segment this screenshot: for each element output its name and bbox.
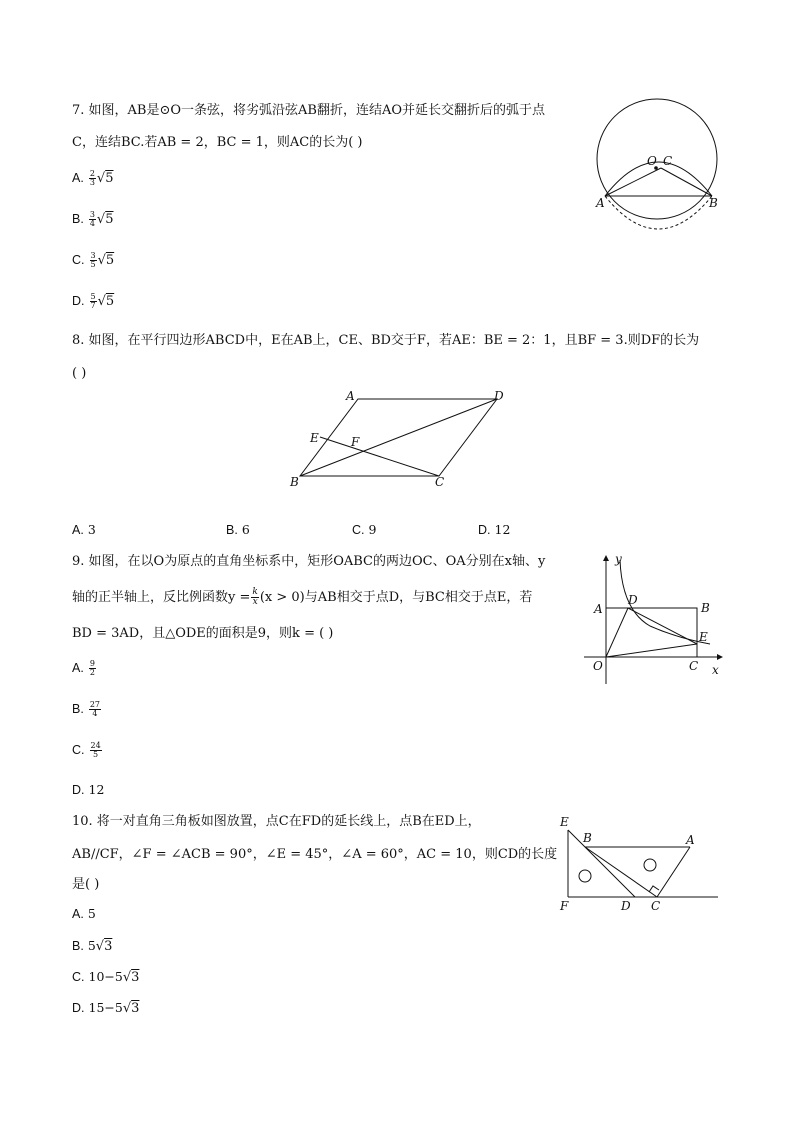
q9-option-a[interactable]: A. $\frac{9}{2}$ [72, 659, 95, 677]
q9-option-d[interactable]: D. 12 [72, 782, 105, 797]
q7-label-a: A [596, 196, 605, 210]
q10-option-d[interactable]: D. 15−5√3 [72, 1000, 140, 1016]
q10-line-bc [585, 847, 657, 897]
q8-segment-ce [320, 437, 439, 476]
q9-line-oe [606, 644, 697, 657]
q9-line-od [606, 608, 628, 657]
q9-option-b[interactable]: B. $\frac{27}{4}$ [72, 700, 100, 718]
q8-label-c: C [435, 475, 445, 489]
q10-option-c[interactable]: C. 10−5√3 [72, 969, 140, 985]
q9-label-x: x [712, 663, 719, 677]
q8-option-c[interactable]: C. 9 [352, 522, 377, 537]
q7-figure-circle [592, 92, 726, 232]
q7-circle [597, 99, 717, 219]
q10-option-b[interactable]: B. 5√3 [72, 938, 113, 954]
q9-rectangle [606, 608, 697, 657]
q7-label-c: C [663, 154, 673, 168]
q8-text-line2: ( ) [72, 366, 87, 381]
q9-label-c: C [689, 659, 699, 673]
q10-text-line1: 10. 将一对直角三角板如图放置，点C在FD的延长线上，点B在ED上， [72, 814, 481, 829]
q7-option-c[interactable]: C. $\frac{3}{5}$ √5 [72, 251, 115, 269]
q9-label-e: E [699, 630, 708, 644]
q9-line-de [628, 608, 697, 644]
q10-text-line3: 是( ) [72, 877, 100, 892]
q7-line-bc [661, 168, 712, 196]
q10-label-f: F [560, 899, 569, 913]
q9-text-line1: 9. 如图，在以O为原点的直角坐标系中，矩形OABC的两边OC、OA分别在x轴、y [72, 554, 546, 569]
q7-label-o: O [647, 154, 657, 168]
q10-label-a: A [686, 833, 695, 847]
q7-option-d[interactable]: D. $\frac{5}{7}$ √5 [72, 292, 115, 310]
q8-label-a: A [346, 389, 355, 403]
q7-label-b: B [709, 196, 718, 210]
q9-option-c[interactable]: C. $\frac{24}{5}$ [72, 741, 101, 759]
q9-text-line3: BD = 3AD，且△ODE的面积是9，则k = ( ) [72, 626, 334, 641]
q10-hole-left [579, 870, 591, 882]
q7-folded-arc [605, 162, 712, 196]
q8-label-f: F [351, 435, 360, 449]
q7-text-line2: C，连结BC.若AB = 2，BC = 1，则AC的长为( ) [72, 135, 363, 150]
q9-label-b: B [701, 601, 710, 615]
q7-line-ac [605, 168, 661, 196]
q10-text-line2: AB//CF，∠F = ∠ACB = 90°，∠E = 45°，∠A = 60°，AC = 10，则CD的长度 [72, 847, 558, 862]
q10-right-angle-mark [649, 886, 659, 892]
q8-option-d[interactable]: D. 12 [478, 522, 511, 537]
q10-label-c: C [651, 899, 661, 913]
q9-label-o: O [593, 659, 603, 673]
q10-label-d: D [621, 899, 631, 913]
q7-option-a[interactable]: A. $\frac{2}{3}$ √5 [72, 169, 114, 187]
q8-option-a[interactable]: A. 3 [72, 522, 96, 537]
q8-text-line1: 8. 如图，在平行四边形ABCD中，E在AB上，CE、BD交于F，若AE：BE = 2：1，且BF = 3.则DF的长为 [72, 333, 700, 348]
q9-label-a: A [594, 602, 603, 616]
q9-label-y: y [615, 552, 622, 566]
q8-option-b[interactable]: B. 6 [226, 522, 250, 537]
q7-text-line1: 7. 如图，AB是⊙O一条弦，将劣弧沿弦AB翻折，连结AO并延长交翻折后的弧于点 [72, 103, 546, 118]
q10-option-a[interactable]: A. 5 [72, 906, 96, 921]
q10-label-e: E [560, 815, 569, 829]
q8-label-b: B [290, 475, 299, 489]
q9-label-d: D [628, 593, 638, 607]
q7-original-arc [605, 196, 712, 229]
q8-label-d: D [494, 389, 504, 403]
q7-option-b[interactable]: B. $\frac{3}{4}$ √5 [72, 210, 114, 228]
q10-label-b: B [583, 831, 592, 845]
q10-line-ac [657, 847, 690, 897]
q10-line-ed [568, 830, 635, 897]
q9-figure-coordinate [582, 548, 732, 688]
q8-label-e: E [310, 431, 319, 445]
q9-text-line2: 轴的正半轴上，反比例函数y = $\frac{k}{x}$ (x > 0)与AB相交于点D，与BC相交于点E，若 [72, 587, 533, 607]
q10-figure-triangles [556, 812, 726, 918]
q8-figure-parallelogram [282, 384, 512, 490]
q10-hole-right [644, 859, 656, 871]
